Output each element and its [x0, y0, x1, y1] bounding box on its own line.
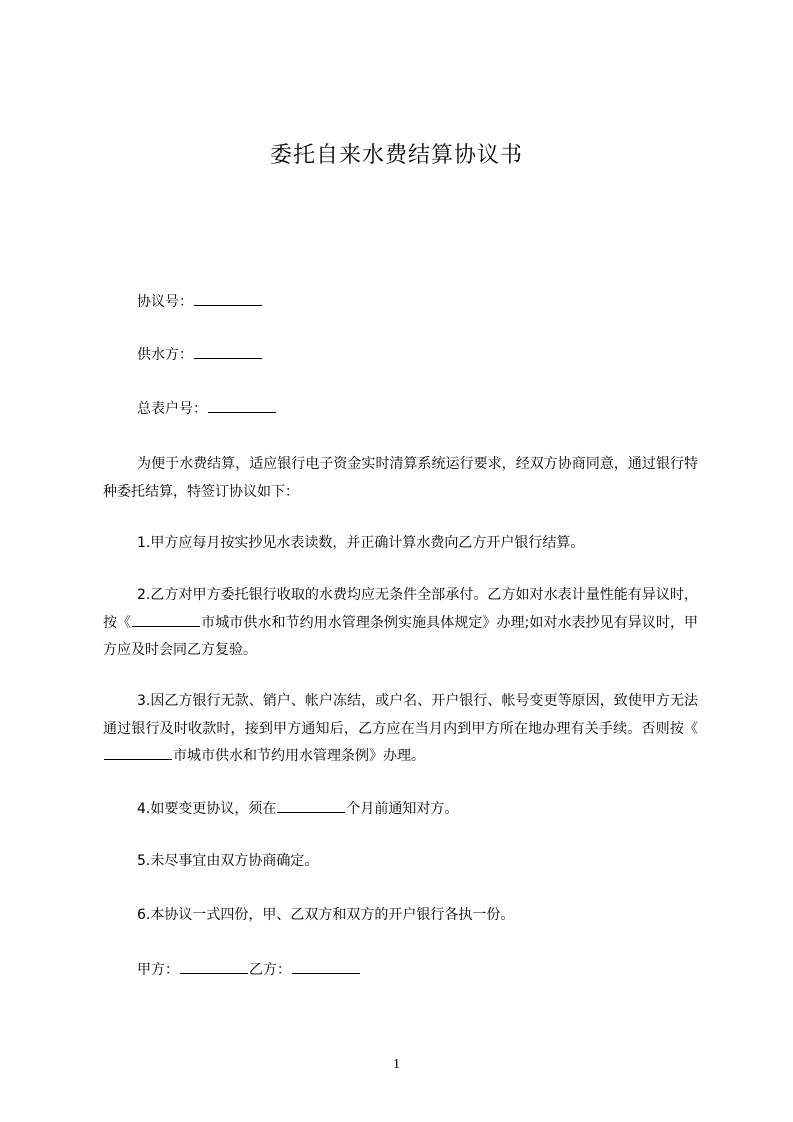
clause-3-blank: [104, 745, 172, 760]
clause-2-text-b: 市城市供水和节约用水管理条例实施具体规定》办理;如对水表抄见有异议时，甲方应及时会同乙方复验。: [103, 614, 699, 658]
signature-line: [137, 959, 361, 980]
clause-2-blank: [132, 612, 200, 627]
party-b-blank: [292, 959, 360, 974]
clause-4-blank: [277, 798, 345, 813]
clause-4-text-a: 4.如要变更协议，须在: [137, 801, 277, 817]
clause-2: [103, 582, 698, 665]
clause-1: [103, 530, 698, 558]
supplier-blank: [194, 344, 262, 359]
clause-4-text-b: 个月前通知对方。: [346, 801, 459, 817]
supplier-line: [137, 344, 263, 365]
party-a-blank: [180, 959, 248, 974]
clause-2-text-a: 2.乙方对甲方委托银行收取的水费均应无条件全部承付。乙方如对水表计量性能有异议时，按《: [103, 587, 698, 631]
page-number: 1: [393, 1057, 400, 1072]
preamble-text: 为便于水费结算，适应银行电子资金实时清算系统运行要求，经双方协商同意，通过银行特种委托结算，特签订协议如下：: [103, 456, 698, 500]
agreement-number-line: [137, 291, 263, 312]
main-account-blank: [208, 398, 276, 413]
clause-5: [137, 851, 318, 871]
clause-4: [137, 798, 458, 819]
clause-5-text: 5.未尽事宜由双方协商确定。: [137, 853, 319, 869]
main-account-label: 总表户号：: [137, 401, 207, 417]
clause-3-text-a: 3.因乙方银行无款、销户、帐户冻结，或户名、开户银行、帐号变更等原因，致使甲方无法通过银行及时收款时，接到甲方通知后，乙方应在当月内到甲方所在地办理有关手续。否则按《: [103, 693, 698, 737]
supplier-label: 供水方：: [137, 347, 193, 363]
clause-6-text: 6.本协议一式四份，甲、乙双方和双方的开户银行各执一份。: [137, 907, 515, 923]
preamble-paragraph: [103, 451, 698, 506]
clause-3-text-b: 市城市供水和节约用水管理条例》办理。: [173, 748, 425, 764]
party-a-label: 甲方：: [137, 962, 179, 978]
clause-3: [103, 688, 698, 771]
agreement-number-label: 协议号：: [137, 294, 193, 310]
main-account-line: [137, 398, 277, 419]
agreement-number-blank: [194, 291, 262, 306]
party-b-label: 乙方：: [249, 962, 291, 978]
clause-1-text: 1.甲方应每月按实抄见水表读数，并正确计算水费向乙方开户银行结算。: [137, 535, 585, 551]
document-title: 委托自来水费结算协议书: [269, 143, 523, 168]
clause-6: [137, 905, 514, 925]
